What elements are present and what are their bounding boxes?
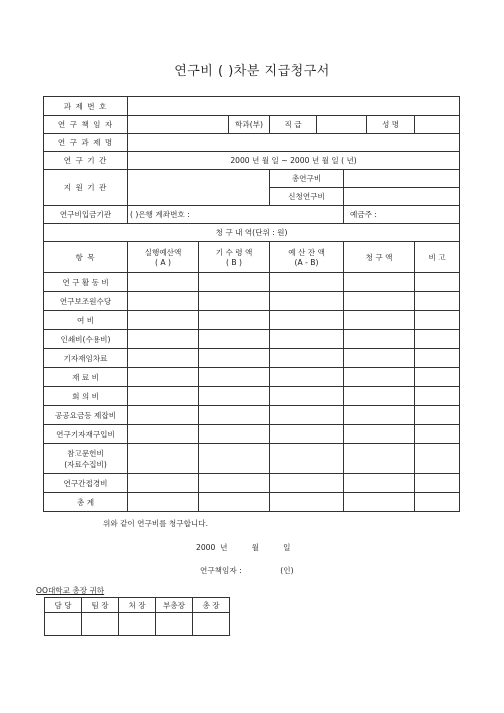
signer-line: 연구책임자 : (인) xyxy=(200,566,294,575)
note-cell[interactable] xyxy=(415,444,460,474)
item-label: 여 비 xyxy=(44,311,128,330)
table-row-total xyxy=(44,493,460,512)
claim-date: 2000 년 월 일 xyxy=(196,543,291,552)
table-row xyxy=(44,387,460,406)
claim-cell[interactable] xyxy=(344,330,415,349)
exec-budget-label: 실행예산액 xyxy=(144,248,182,257)
balance-cell[interactable] xyxy=(270,474,344,493)
project-no-field[interactable] xyxy=(128,97,460,116)
dept-label: 학과(부) xyxy=(229,116,270,134)
item-label: 공공요금등 제잡비 xyxy=(44,406,128,425)
note-cell[interactable] xyxy=(415,387,460,406)
exec-budget-sub: ( A ) xyxy=(155,258,171,267)
form-title: 연구비 ( )차분 지급청구서 xyxy=(174,64,330,79)
item-label: 기자재임차료 xyxy=(44,349,128,368)
approval-sign-cell[interactable] xyxy=(156,613,193,636)
received-cell[interactable] xyxy=(199,292,270,311)
balance-cell[interactable] xyxy=(270,387,344,406)
received-cell[interactable] xyxy=(199,444,270,474)
balance-cell[interactable] xyxy=(270,406,344,425)
note-cell[interactable] xyxy=(415,292,460,311)
balance-header xyxy=(270,242,344,273)
balance-sub: (A - B) xyxy=(294,258,319,267)
approval-sign-cell[interactable] xyxy=(119,613,156,636)
balance-cell[interactable] xyxy=(270,330,344,349)
position-field[interactable] xyxy=(317,116,367,134)
exec-budget-cell[interactable] xyxy=(128,273,199,292)
received-cell[interactable] xyxy=(199,406,270,425)
received-cell[interactable] xyxy=(199,387,270,406)
position-label: 직 급 xyxy=(270,116,317,134)
table-row xyxy=(44,349,460,368)
project-name-field[interactable] xyxy=(128,134,460,152)
exec-budget-cell[interactable] xyxy=(128,387,199,406)
claim-cell[interactable] xyxy=(344,292,415,311)
balance-label: 예 산 잔 액 xyxy=(288,248,325,257)
item-label: 연구간접경비 xyxy=(44,474,128,493)
table-row xyxy=(44,368,460,387)
requested-fund-label: 신청연구비 xyxy=(270,188,344,206)
balance-cell[interactable] xyxy=(270,292,344,311)
approval-sign-cell[interactable] xyxy=(45,613,82,636)
claim-statement: 위와 같이 연구비를 청구합니다. xyxy=(103,519,209,528)
exec-budget-cell[interactable] xyxy=(128,474,199,493)
exec-budget-cell[interactable] xyxy=(128,425,199,444)
received-cell[interactable] xyxy=(199,273,270,292)
table-row xyxy=(44,292,460,311)
exec-budget-cell[interactable] xyxy=(128,292,199,311)
received-cell[interactable] xyxy=(199,368,270,387)
table-row xyxy=(44,330,460,349)
period-label: 연 구 기 간 xyxy=(44,152,128,170)
balance-cell[interactable] xyxy=(270,311,344,330)
note-cell[interactable] xyxy=(415,349,460,368)
exec-budget-cell[interactable] xyxy=(128,368,199,387)
claim-cell[interactable] xyxy=(344,387,415,406)
note-cell[interactable] xyxy=(415,330,460,349)
note-cell[interactable] xyxy=(415,273,460,292)
approval-header: 처 장 xyxy=(119,598,156,613)
item-header: 항 목 xyxy=(44,242,128,273)
received-sub: ( B ) xyxy=(226,258,242,267)
balance-cell[interactable] xyxy=(270,444,344,474)
depositor-field[interactable]: 예금주 : xyxy=(344,206,460,224)
note-cell[interactable] xyxy=(415,474,460,493)
balance-cell[interactable] xyxy=(270,273,344,292)
approval-table xyxy=(44,597,230,636)
item-label-total: 총 계 xyxy=(44,493,128,512)
received-header xyxy=(199,242,270,273)
received-cell[interactable] xyxy=(199,311,270,330)
received-cell[interactable] xyxy=(199,349,270,368)
total-fund-label: 총연구비 xyxy=(270,170,344,188)
received-label: 기 수 령 액 xyxy=(215,248,253,257)
note-cell[interactable] xyxy=(415,425,460,444)
approval-header: 부총장 xyxy=(156,598,193,613)
exec-budget-header xyxy=(128,242,199,273)
note-cell[interactable] xyxy=(415,311,460,330)
claim-form-table xyxy=(43,96,460,512)
received-cell[interactable] xyxy=(199,425,270,444)
table-row xyxy=(44,406,460,425)
approval-header: 담 당 xyxy=(45,598,82,613)
exec-budget-cell[interactable] xyxy=(128,311,199,330)
project-name-label: 연 구 과 제 명 xyxy=(44,134,128,152)
received-cell[interactable] xyxy=(199,493,270,512)
exec-budget-cell[interactable] xyxy=(128,349,199,368)
note-header: 비 고 xyxy=(415,242,460,273)
table-row xyxy=(44,311,460,330)
claim-cell[interactable] xyxy=(344,493,415,512)
table-row xyxy=(44,273,460,292)
claim-cell[interactable] xyxy=(344,368,415,387)
researcher-label: 연 구 책 임 자 xyxy=(44,116,128,134)
item-label xyxy=(44,444,128,474)
balance-cell[interactable] xyxy=(270,368,344,387)
balance-cell[interactable] xyxy=(270,493,344,512)
agency-label: 지 원 기 관 xyxy=(44,170,128,206)
balance-cell[interactable] xyxy=(270,349,344,368)
table-row xyxy=(44,474,460,493)
received-cell[interactable] xyxy=(199,330,270,349)
breakdown-header: 청 구 내 역(단위 : 원) xyxy=(44,224,460,242)
item-label-line2: (자료수집비) xyxy=(64,459,107,469)
bank-label: 연구비입금기관 xyxy=(44,206,128,224)
item-label: 연 구 활 동 비 xyxy=(44,273,128,292)
approval-sign-cell[interactable] xyxy=(193,613,230,636)
table-row xyxy=(44,425,460,444)
table-row xyxy=(44,444,460,474)
claim-cell[interactable] xyxy=(344,425,415,444)
name-label: 성 명 xyxy=(367,116,415,134)
approval-header: 총 장 xyxy=(193,598,230,613)
item-label: 연구보조원수당 xyxy=(44,292,128,311)
project-no-label: 과 제 번 호 xyxy=(44,97,128,116)
bank-account-field[interactable]: ( )은행 계좌번호 : xyxy=(128,206,344,224)
exec-budget-cell[interactable] xyxy=(128,493,199,512)
item-label: 연구기자재구입비 xyxy=(44,425,128,444)
claim-cell[interactable] xyxy=(344,349,415,368)
note-cell[interactable] xyxy=(415,368,460,387)
approval-sign-cell[interactable] xyxy=(82,613,119,636)
agency-field[interactable] xyxy=(128,170,270,206)
claim-header: 청 구 액 xyxy=(344,242,415,273)
exec-budget-cell[interactable] xyxy=(128,444,199,474)
item-label: 회 의 비 xyxy=(44,387,128,406)
recipient-caption: OO대학교 총장 귀하 xyxy=(36,586,105,595)
claim-cell[interactable] xyxy=(344,444,415,474)
claim-cell[interactable] xyxy=(344,311,415,330)
requested-fund-field[interactable] xyxy=(344,188,460,206)
claim-cell[interactable] xyxy=(344,406,415,425)
claim-cell[interactable] xyxy=(344,273,415,292)
exec-budget-cell[interactable] xyxy=(128,330,199,349)
total-fund-field[interactable] xyxy=(344,170,460,188)
item-label-line1: 참고문헌비 xyxy=(67,448,104,458)
claim-cell[interactable] xyxy=(344,474,415,493)
note-cell[interactable] xyxy=(415,406,460,425)
researcher-field[interactable] xyxy=(128,116,229,134)
exec-budget-cell[interactable] xyxy=(128,406,199,425)
period-value[interactable]: 2000 년 월 일 ~ 2000 년 월 일 ( 년) xyxy=(128,152,460,170)
item-label: 재 료 비 xyxy=(44,368,128,387)
name-field[interactable] xyxy=(415,116,460,134)
approval-header: 팀 장 xyxy=(82,598,119,613)
balance-cell[interactable] xyxy=(270,425,344,444)
note-cell[interactable] xyxy=(415,493,460,512)
item-label: 인쇄비(수용비) xyxy=(44,330,128,349)
received-cell[interactable] xyxy=(199,474,270,493)
